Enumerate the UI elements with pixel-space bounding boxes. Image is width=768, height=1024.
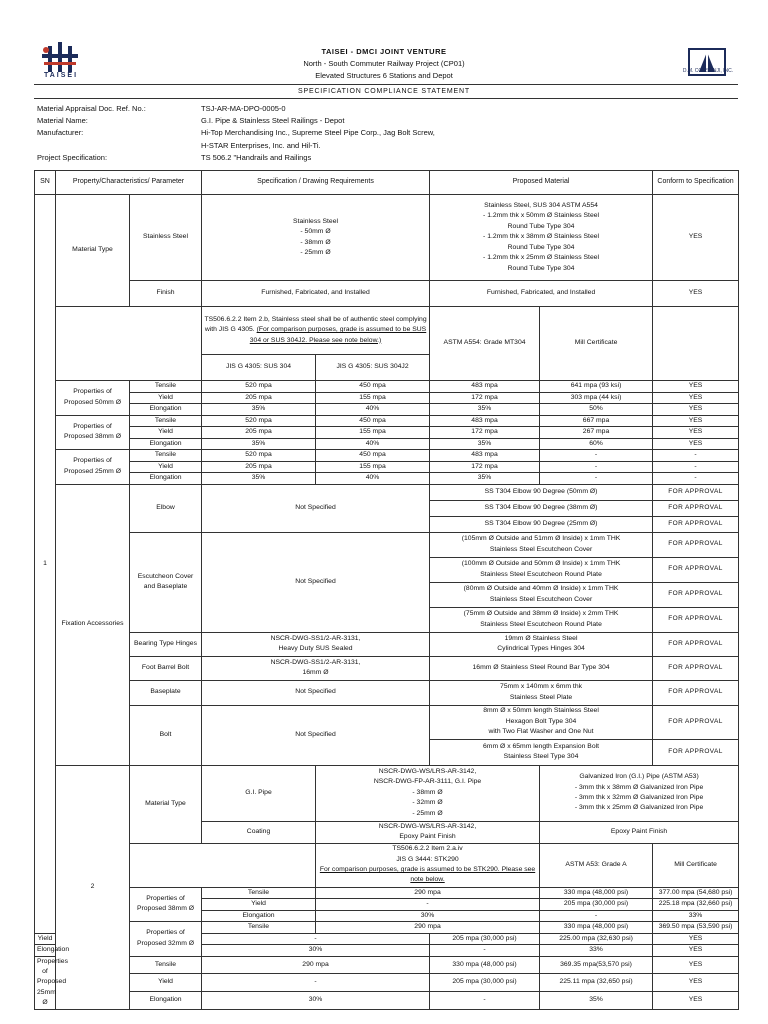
value-sus304j2: 155 mpa: [316, 461, 430, 473]
property-group-label: Properties of Proposed 32mm Ø: [130, 922, 202, 957]
spec-note: TS506.6.2.2 Item 2.b, Stainless steel shall be of authentic steel complying with JIS G 4305. (For comparison purposes, grade is assumed to be SUS 304 or SUS 304J2. Please see note below.): [202, 307, 430, 355]
property-name: Elongation: [130, 473, 202, 485]
value-stk290: 290 mpa: [316, 887, 540, 899]
escutcheon-proposed: (75mm Ø Outside and 38mm Ø Inside) x 2mm THK Stainless Steel Escutcheon Round Plate: [430, 607, 653, 632]
value-sus304: 520 mpa: [202, 450, 316, 462]
value-sus304j2: 40%: [316, 438, 430, 450]
coating-proposed: Epoxy Paint Finish: [540, 821, 739, 843]
table-row: [35, 195, 739, 281]
value-sus304: 35%: [202, 473, 316, 485]
section-number: 1: [35, 195, 56, 934]
table-row: [35, 461, 739, 473]
conform-value: YES: [653, 956, 739, 974]
meta-label: Manufacturer:: [37, 128, 84, 138]
value-mill: 60%: [540, 438, 653, 450]
value-stk290: 30%: [202, 945, 430, 957]
table-row: [35, 171, 739, 195]
stainless-steel-spec: Stainless Steel - 50mm Ø - 38mm Ø - 25mm Ø: [202, 195, 430, 281]
value-mill: -: [540, 461, 653, 473]
table-row: [35, 473, 739, 485]
conform-yes: YES: [653, 281, 739, 307]
section-number: 2: [56, 765, 130, 1009]
value-astm: 205 mpa (30,000 psi): [430, 933, 540, 945]
value-sus304: 35%: [202, 438, 316, 450]
baseplate-label: Baseplate: [130, 680, 202, 705]
value-mill: 225.00 mpa (32,630 psi): [540, 933, 653, 945]
value-mill: 641 mpa (93 ksi): [540, 381, 653, 393]
property-name: Elongation: [130, 438, 202, 450]
value-sus304: 520 mpa: [202, 415, 316, 427]
value-sus304: 205 mpa: [202, 392, 316, 404]
table-row: [35, 415, 739, 427]
value-astm: 172 mpa: [430, 427, 540, 439]
meta-label: Material Name:: [37, 116, 88, 126]
elbow-spec: Not Specified: [202, 484, 430, 532]
conform-yes: YES: [653, 195, 739, 281]
for-approval: FOR APPROVAL: [653, 680, 739, 705]
bolt-proposed: 6mm Ø x 65mm length Expansion Bolt Stainless Steel Type 304: [430, 739, 653, 765]
property-name: Yield: [130, 461, 202, 473]
value-astm: 172 mpa: [430, 461, 540, 473]
table-row: [35, 307, 739, 355]
table-row: [35, 404, 739, 416]
property-name: Yield: [202, 899, 316, 911]
value-stk290: 290 mpa: [316, 922, 540, 934]
gi-pipe-label: G.I. Pipe: [202, 765, 316, 821]
col-sus304: JIS G 4305: SUS 304: [202, 355, 316, 381]
meta-value: G.I. Pipe & Stainless Steel Railings - Depot: [201, 116, 345, 126]
value-stk290: -: [316, 899, 540, 911]
property-name: Yield: [130, 392, 202, 404]
compliance-table-body: [35, 171, 739, 1010]
project-title: North - South Commuter Railway Project (CP01): [303, 59, 465, 68]
material-type-label: Material Type: [130, 765, 202, 843]
value-sus304j2: 450 mpa: [316, 381, 430, 393]
for-approval: FOR APPROVAL: [653, 739, 739, 765]
property-group-label: Properties of Proposed 25mm Ø: [56, 450, 130, 485]
table-row: [35, 427, 739, 439]
gi-pipe-spec: NSCR-DWG-WS/LRS-AR-3142, NSCR-DWG-FP-AR-3111, G.I. Pipe - 38mm Ø - 32mm Ø - 25mm Ø: [316, 765, 540, 821]
property-name: Tensile: [202, 887, 316, 899]
property-name: Yield: [35, 933, 56, 945]
hinges-label: Bearing Type Hinges: [130, 632, 202, 656]
for-approval: FOR APPROVAL: [653, 607, 739, 632]
value-mill: 35%: [540, 991, 653, 1009]
table-row: [35, 438, 739, 450]
bolt-spec: Not Specified: [202, 705, 430, 765]
table-row: [35, 974, 739, 992]
compliance-table: [34, 170, 739, 1010]
value-mill: 50%: [540, 404, 653, 416]
property-name: Elongation: [130, 404, 202, 416]
conform-value: YES: [653, 945, 739, 957]
value-mill: 369.35 mpa(53,570 psi): [540, 956, 653, 974]
table-row: [35, 705, 739, 739]
value-mill: 667 mpa: [540, 415, 653, 427]
escutcheon-spec: Not Specified: [202, 532, 430, 632]
table-row: [35, 392, 739, 404]
conform-value: YES: [653, 438, 739, 450]
header-conform: Conform to Specification: [653, 171, 739, 195]
header-proposed: Proposed Material: [430, 171, 653, 195]
barrel-bolt-label: Foot Barrel Bolt: [130, 656, 202, 680]
value-sus304: 205 mpa: [202, 427, 316, 439]
conform-value: YES: [653, 381, 739, 393]
meta-label: Material Appraisal Doc. Ref. No.:: [37, 104, 146, 113]
finish-label: Finish: [130, 281, 202, 307]
value-astm: 35%: [430, 404, 540, 416]
table-row: [35, 532, 739, 557]
hinges-spec: NSCR-DWG-SS1/2-AR-3131, Heavy Duty SUS Sealed: [202, 632, 430, 656]
conform-value: YES: [653, 974, 739, 992]
table-row: [35, 632, 739, 656]
blank-cell: [56, 307, 202, 381]
header-titles: [0, 46, 768, 82]
fixation-accessories-label: Fixation Accessories: [56, 484, 130, 765]
conform-value: -: [653, 461, 739, 473]
material-type-label: Material Type: [56, 195, 130, 307]
value-astm: -: [430, 991, 540, 1009]
dmci-logo-text: D.M. CONSUNJI, INC.: [682, 68, 734, 74]
table-row: [35, 381, 739, 393]
meta-value: H-STAR Enterprises, Inc. and Hil-Ti.: [201, 140, 321, 150]
value-astm: 205 mpa (30,000 psi): [430, 974, 540, 992]
escutcheon-proposed: (80mm Ø Outside and 40mm Ø Inside) x 1mm THK Stainless Steel Escutcheon Cover: [430, 582, 653, 607]
table-row: [35, 450, 739, 462]
coating-spec: NSCR-DWG-WS/LRS-AR-3142, Epoxy Paint Finish: [316, 821, 540, 843]
stainless-steel-label: Stainless Steel: [130, 195, 202, 281]
meta-value: TS 506.2 "Handrails and Railings: [201, 152, 312, 162]
for-approval: FOR APPROVAL: [653, 532, 739, 557]
jv-title: TAISEI - DMCI JOINT VENTURE: [321, 47, 447, 56]
value-astm: 330 mpa (48,000 psi): [430, 956, 540, 974]
document-header: [0, 0, 768, 170]
col-astm-a554: ASTM A554: Grade MT304: [430, 307, 540, 381]
bolt-proposed: 8mm Ø x 50mm length Stainless Steel Hexagon Bolt Type 304 with Two Flat Washer and One Nut: [430, 705, 653, 739]
property-name: Elongation: [130, 991, 202, 1009]
value-astm: 483 mpa: [430, 450, 540, 462]
value-sus304j2: 155 mpa: [316, 427, 430, 439]
table-row: [35, 991, 739, 1009]
header-rule-bottom: [34, 98, 738, 99]
header-property: Property/Characteristics/ Parameter: [56, 171, 202, 195]
spec-note: TS506.6.2.2 Item 2.a.iv JIS G 3444: STK290 For comparison purposes, grade is assumed to be STK290. Please see note below.: [316, 843, 540, 887]
bolt-label: Bolt: [130, 705, 202, 765]
elbow-proposed: SS T304 Elbow 90 Degree (25mm Ø): [430, 516, 653, 532]
value-astm: 483 mpa: [430, 415, 540, 427]
property-name: Yield: [130, 974, 202, 992]
property-name: Tensile: [130, 415, 202, 427]
blank-cell: [130, 843, 316, 887]
table-row: [35, 765, 739, 821]
value-sus304j2: 40%: [316, 404, 430, 416]
conform-value: YES: [653, 991, 739, 1009]
table-row: [35, 922, 739, 934]
property-group-label: Properties of Proposed 38mm Ø: [56, 415, 130, 450]
value-stk290: -: [202, 974, 430, 992]
package-title: Elevated Structures 6 Stations and Depot: [315, 71, 453, 80]
elbow-proposed: SS T304 Elbow 90 Degree (38mm Ø): [430, 500, 653, 516]
stainless-steel-proposed: Stainless Steel, SUS 304 ASTM A554 - 1.2mm thk x 50mm Ø Stainless Steel Round Tube Type 304 - 1.2mm thk x 38mm Ø Stainless Steel Round Tube Type 304 - 1.2mm thk x 25mm Ø Stainless Steel Round Tube Type 304: [430, 195, 653, 281]
table-row: [35, 281, 739, 307]
col-astm-a53: ASTM A53: Grade A: [540, 843, 653, 887]
meta-value: TSJ-AR-MA-DPO-0005-0: [201, 104, 286, 113]
value-mill: 225.18 mpa (32,660 psi): [653, 899, 739, 911]
conform-value: YES: [653, 933, 739, 945]
escutcheon-proposed: (105mm Ø Outside and 51mm Ø Inside) x 1mm THK Stainless Steel Escutcheon Cover: [430, 532, 653, 557]
value-stk290: -: [202, 933, 430, 945]
header-rule-top: [34, 84, 738, 85]
value-astm: 35%: [430, 473, 540, 485]
property-name: Tensile: [130, 381, 202, 393]
for-approval: FOR APPROVAL: [653, 632, 739, 656]
value-mill: 33%: [653, 910, 739, 922]
value-astm: 483 mpa: [430, 381, 540, 393]
col-mill-cert: Mill Certificate: [653, 843, 739, 887]
table-row: [35, 887, 739, 899]
value-astm: -: [540, 910, 653, 922]
col-mill-cert: Mill Certificate: [540, 307, 653, 381]
for-approval: FOR APPROVAL: [653, 516, 739, 532]
value-astm: 330 mpa (48,000 psi): [540, 922, 653, 934]
value-sus304j2: 155 mpa: [316, 392, 430, 404]
value-astm: 205 mpa (30,000 psi): [540, 899, 653, 911]
coating-label: Coating: [202, 821, 316, 843]
value-mill: 33%: [540, 945, 653, 957]
value-sus304j2: 450 mpa: [316, 450, 430, 462]
conform-value: YES: [653, 392, 739, 404]
spec-note-underlined: (For comparison purposes, grade is assumed to be SUS 304 or SUS 304J2. Please see note below.): [249, 326, 427, 344]
value-mill: 303 mpa (44 ksi): [540, 392, 653, 404]
value-mill: -: [540, 473, 653, 485]
header-spec: Specification / Drawing Requirements: [202, 171, 430, 195]
property-group-label: Properties of Proposed 50mm Ø: [56, 381, 130, 416]
value-sus304j2: 40%: [316, 473, 430, 485]
spec-note-underlined: For comparison purposes, grade is assumed to be STK290. Please see note below.: [319, 866, 536, 884]
property-name: Elongation: [35, 945, 56, 957]
finish-spec: Furnished, Fabricated, and Installed: [202, 281, 430, 307]
table-row: [35, 484, 739, 500]
value-sus304: 205 mpa: [202, 461, 316, 473]
property-group-label: Properties of Proposed 38mm Ø: [130, 887, 202, 922]
value-sus304: 520 mpa: [202, 381, 316, 393]
property-name: Tensile: [130, 956, 202, 974]
property-name: Tensile: [202, 922, 316, 934]
finish-proposed: Furnished, Fabricated, and Installed: [430, 281, 653, 307]
barrel-bolt-proposed: 16mm Ø Stainless Steel Round Bar Type 304: [430, 656, 653, 680]
value-astm: -: [430, 945, 540, 957]
escutcheon-label: Escutcheon Cover and Baseplate: [130, 532, 202, 632]
meta-label: Project Specification:: [37, 152, 108, 162]
value-mill: 377.00 mpa (54,680 psi): [653, 887, 739, 899]
table-row: [35, 843, 739, 887]
property-name: Yield: [130, 427, 202, 439]
table-row: [35, 656, 739, 680]
value-astm: 330 mpa (48,000 psi): [540, 887, 653, 899]
for-approval: FOR APPROVAL: [653, 705, 739, 739]
gi-pipe-proposed: Galvanized Iron (G.I.) Pipe (ASTM A53) - 3mm thk x 38mm Ø Galvanized Iron Pipe - 3mm thk x 32mm Ø Galvanized Iron Pipe - 3mm thk x 25mm Ø Galvanized Iron Pipe: [540, 765, 739, 821]
header-sn: SN: [35, 171, 56, 195]
conform-value: YES: [653, 404, 739, 416]
value-stk290: 290 mpa: [202, 956, 430, 974]
for-approval: FOR APPROVAL: [653, 557, 739, 582]
value-sus304j2: 450 mpa: [316, 415, 430, 427]
property-group-label: Properties of Proposed 25mm Ø: [35, 956, 56, 1009]
baseplate-proposed: 75mm x 140mm x 6mm thk Stainless Steel Plate: [430, 680, 653, 705]
hinges-proposed: 19mm Ø Stainless Steel Cylindrical Types Hinges 304: [430, 632, 653, 656]
blank-cell: [653, 307, 739, 381]
for-approval: FOR APPROVAL: [653, 582, 739, 607]
meta-value: Hi-Top Merchandising Inc., Supreme Steel Pipe Corp., Jag Bolt Screw,: [201, 128, 435, 138]
elbow-proposed: SS T304 Elbow 90 Degree (50mm Ø): [430, 484, 653, 500]
for-approval: FOR APPROVAL: [653, 484, 739, 500]
barrel-bolt-spec: NSCR-DWG-SS1/2-AR-3131, 16mm Ø: [202, 656, 430, 680]
conform-value: -: [653, 450, 739, 462]
value-mill: 225.11 mpa (32,650 psi): [540, 974, 653, 992]
value-mill: 267 mpa: [540, 427, 653, 439]
conform-value: -: [653, 473, 739, 485]
baseplate-spec: Not Specified: [202, 680, 430, 705]
escutcheon-proposed: (100mm Ø Outside and 50mm Ø Inside) x 1mm THK Stainless Steel Escutcheon Round Plate: [430, 557, 653, 582]
property-name: Tensile: [130, 450, 202, 462]
value-mill: -: [540, 450, 653, 462]
value-mill: 369.50 mpa (53,590 psi): [653, 922, 739, 934]
document-title: SPECIFICATION COMPLIANCE STATEMENT: [298, 88, 470, 95]
for-approval: FOR APPROVAL: [653, 500, 739, 516]
value-astm: 35%: [430, 438, 540, 450]
property-name: Elongation: [202, 910, 316, 922]
conform-value: YES: [653, 427, 739, 439]
conform-value: YES: [653, 415, 739, 427]
elbow-label: Elbow: [130, 484, 202, 532]
col-sus304j2: JIS G 4305: SUS 304J2: [316, 355, 430, 381]
table-row: [35, 680, 739, 705]
for-approval: FOR APPROVAL: [653, 656, 739, 680]
table-row: [35, 956, 739, 974]
value-astm: 172 mpa: [430, 392, 540, 404]
taisei-logo-text: TAISEI: [43, 72, 79, 79]
value-sus304: 35%: [202, 404, 316, 416]
value-stk290: 30%: [202, 991, 430, 1009]
value-stk290: 30%: [316, 910, 540, 922]
